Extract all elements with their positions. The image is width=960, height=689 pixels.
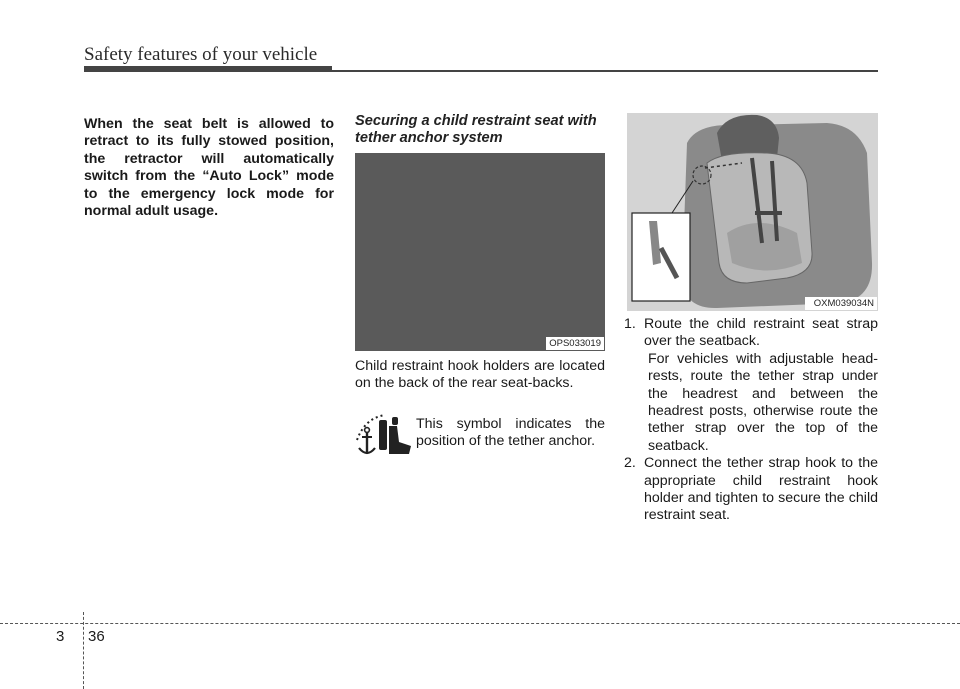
step-item [624,316,878,351]
chapter-number: 3 [56,628,65,645]
step-text: Connect the tether strap hook to the appropriate child restraint hook holder and tighten to secure the child restraint seat. [644,455,878,524]
header-bar-dark [84,66,332,72]
hook-holders-paragraph: Child restraint hook holders are located on the back of the rear seat-backs. [355,358,605,392]
step-number: 2. [624,455,636,472]
footer-rule [0,623,960,624]
page-header-title: Safety features of your vehicle [84,44,318,65]
figure-oxm039034n [627,113,878,311]
figure-ops033019 [355,153,605,351]
header-rule [332,70,878,72]
tether-symbol-note: This symbol indicates the position of the tether anchor. [416,416,605,450]
step-number: 1. [624,316,636,332]
figure-code-label: OXM039034N [811,297,877,310]
tether-anchor-icon [355,412,413,460]
step-item [624,455,878,525]
figure-code-label: OPS033019 [546,337,604,350]
footer-divider [83,612,84,689]
section-subheading: Securing a child restraint seat with tether anchor system [355,113,597,146]
instruction-steps [624,316,878,525]
step-text: Route the child restraint seat strap over the seatback. [644,316,878,350]
step-note: For vehicles with adjustable head-rests, route the tether strap under the headrest and between the headrest posts, otherwise route the tether strap over the top of the seatback. [648,350,878,454]
page-number: 36 [88,628,105,645]
auto-lock-paragraph: When the seat belt is allowed to retract to its fully stowed position, the retractor will automatically switch from the “Auto Lock” mode to the emergency lock mode for normal adult usage. [84,116,334,220]
